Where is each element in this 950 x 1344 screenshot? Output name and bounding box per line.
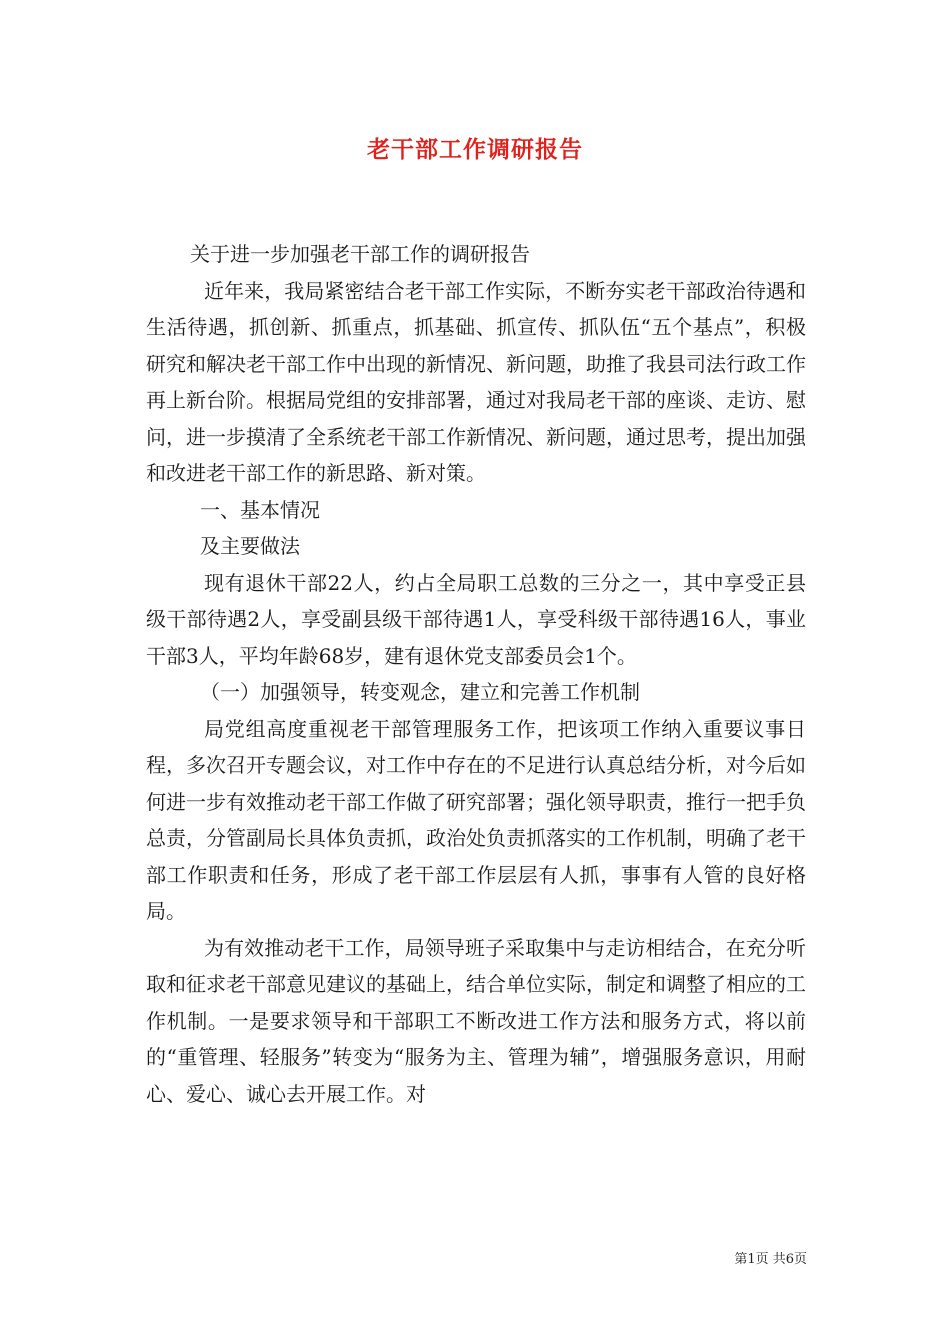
document-title: 老干部工作调研报告 <box>367 136 583 163</box>
paragraph-leadership: 局党组高度重视老干部管理服务工作，把该项工作纳入重要议事日程，多次召开专题会议，对工作中存在的不足进行认真总结分析，对今后如何进一步有效推动老干部工作做了研究部署；强化领导职责，推行一把手负总责，分管副局长具体负责抓，政治处负责抓落实的工作机制，明确了老干部工作职责和任务，形成了老干部工作层层有人抓，事事有人管的良好格局。 <box>146 716 806 923</box>
section-heading-1-cont: 及主要做法 <box>200 534 300 558</box>
document-body <box>146 236 806 1112</box>
section-heading-1: 一、基本情况 <box>200 497 320 522</box>
paragraph-mechanism: 为有效推动老干工作，局领导班子采取集中与走访相结合，在充分听取和征求老干部意见建议的基础上，结合单位实际，制定和调整了相应的工作机制。一是要求领导和干部职工不断改进工作方法和服务方式，将以前的“重管理、轻服务”转变为“服务为主、管理为辅”，增强服务意识，用耐心、爱心、诚心去开展工作。对 <box>146 935 806 1106</box>
page-number: 第1页 共6页 <box>734 1252 807 1267</box>
paragraph-intro: 近年来，我局紧密结合老干部工作实际，不断夯实老干部政治待遇和生活待遇，抓创新、抓重点，抓基础、抓宣传、抓队伍“五个基点”，积极研究和解决老干部工作中出现的新情况、新问题，助推了我县司法行政工作再上新台阶。根据局党组的安排部署，通过对我局老干部的座谈、走访、慰问，进一步摸清了全系统老干部工作新情况、新问题，通过思考，提出加强和改进老干部工作的新思路、新对策。 <box>146 278 806 485</box>
subsection-heading-1: （一）加强领导，转变观念，建立和完善工作机制 <box>200 680 640 704</box>
subtitle: 关于进一步加强老干部工作的调研报告 <box>190 242 530 266</box>
paragraph-basic-info: 现有退休干部22人，约占全局职工总数的三分之一，其中享受正县级干部待遇2人，享受副县级干部待遇1人，享受科级干部待遇16人，事业干部3人，平均年龄68岁，建有退休党支部委员会1个。 <box>146 570 806 668</box>
